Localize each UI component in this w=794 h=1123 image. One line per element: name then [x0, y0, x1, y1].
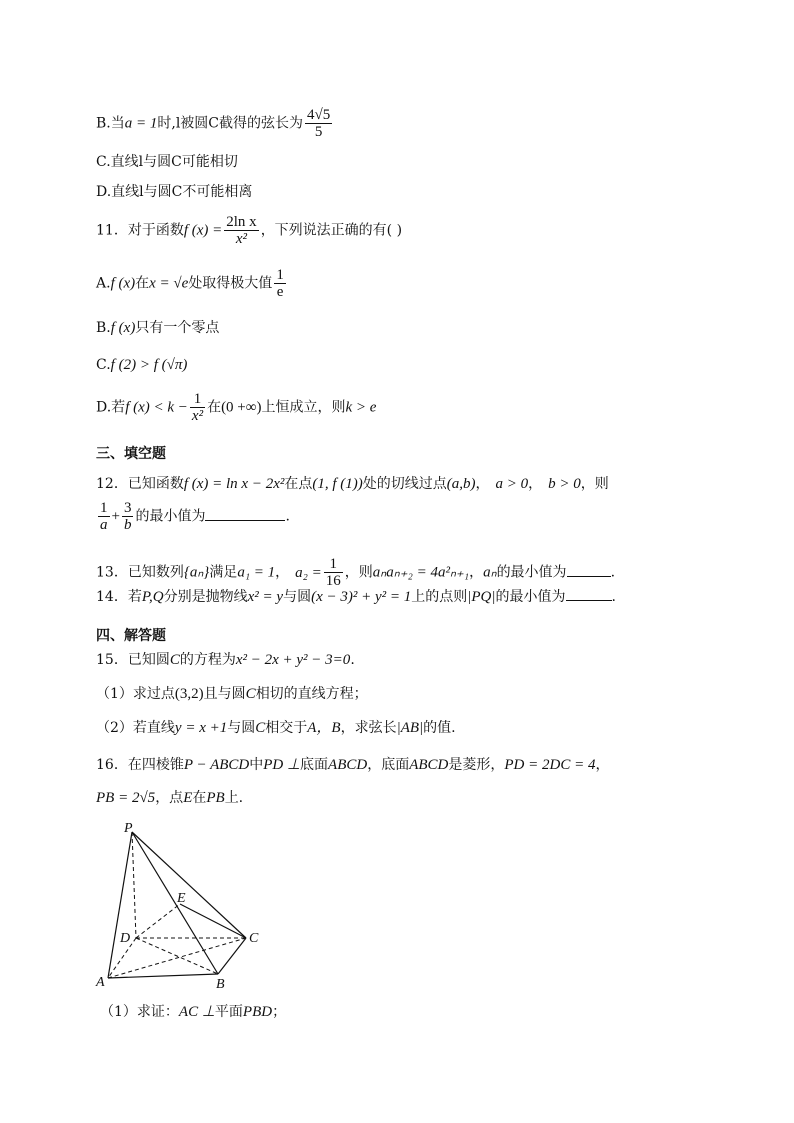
q11-option-c [96, 356, 187, 374]
q12-f1d: a [100, 517, 108, 533]
q10-b-mid: 时,l被圆C截得的弦长为 [157, 115, 304, 132]
q13-fraction [324, 556, 343, 589]
q11-num: 2ln x [226, 214, 257, 230]
q12-end: . [285, 508, 290, 525]
q10-option-d: D.直线l与圆C不可能相离 [96, 184, 253, 200]
q12-line1 [96, 475, 609, 493]
q16-p1-mid: 平面 [214, 1004, 243, 1020]
q11-d-res: k > e [345, 399, 377, 416]
q15-prefix: 15．已知圆 [96, 652, 170, 668]
q13-c1: ， [275, 564, 290, 581]
q14-prefix: 14．若 [96, 589, 142, 605]
q11-suffix: ，下列说法正确的有( ) [260, 222, 403, 239]
q14-abs: |PQ| [467, 589, 496, 605]
segment-ec [180, 904, 246, 938]
q10-option-b [96, 107, 334, 140]
q11-option-a [96, 267, 288, 300]
q13-seq: {aₙ} [183, 564, 210, 581]
q10-b-eq: a = 1 [124, 115, 158, 132]
q16-eq1: PD = 2DC = 4 [504, 757, 596, 773]
q14-end: . [611, 589, 616, 605]
q16-mid2: 底面 [300, 757, 329, 773]
q13-a2: a₂ = [295, 564, 322, 581]
q10-b-fraction [305, 107, 332, 140]
q11-a-x: x = √e [149, 275, 189, 292]
q13-mid2: ，则 [344, 564, 373, 581]
q12-c2: ， [528, 476, 543, 492]
label-a: A [96, 975, 105, 990]
q16-abcd2: ABCD [409, 757, 449, 773]
q11-a-prefix: A. [96, 275, 111, 292]
q12-fraction-2 [122, 500, 134, 533]
q11-prefix: 11．对于函数 [96, 222, 184, 239]
q13-mid1: 满足 [209, 564, 238, 581]
label-e: E [177, 891, 186, 906]
q15-p2-ab: A，B [307, 720, 341, 736]
label-b: B [216, 977, 225, 992]
q12-fx: f (x) = ln x − 2x² [183, 476, 285, 492]
edge-ab [108, 974, 218, 978]
q11-d-mid: 在 [207, 399, 222, 416]
section-title-fill-blank: 三、填空题 [96, 446, 166, 462]
q15-p1-mid: 且与圆 [203, 686, 246, 702]
edge-pd [132, 832, 136, 938]
q12-f2d: b [123, 517, 132, 533]
q16-abcd: ABCD [328, 757, 368, 773]
q12-suffix: 的最小值为 [135, 508, 206, 525]
q16-e: E [183, 790, 193, 806]
label-c: C [249, 931, 259, 946]
q14-line [96, 586, 616, 606]
q16-c1: ， [595, 757, 610, 773]
q13-suffix: 的最小值为 [496, 564, 567, 581]
q15-part2 [96, 719, 456, 737]
q12-pt: (1, f (1)) [312, 476, 363, 492]
q16-stem-line2 [96, 789, 243, 807]
q12-mid2: 处的切线过点 [362, 476, 447, 492]
diag-db [136, 938, 218, 974]
q11-f-expr: f (x) = [183, 222, 223, 239]
q11-a-num: 1 [276, 267, 284, 283]
q16-eq2: PB = 2√5 [96, 790, 156, 806]
pyramid-figure [90, 818, 280, 998]
q11-den: x² [235, 231, 248, 247]
q15-part1 [96, 685, 368, 703]
q15-p2-mid: 与圆 [227, 720, 256, 736]
q11-b-text: 只有一个零点 [135, 320, 220, 336]
q11-a-f: f (x) [110, 275, 136, 292]
q12-f1n: 1 [100, 500, 108, 516]
q14-parab: x² = y [247, 589, 284, 605]
q16-p1-prefix: （1）求证： [100, 1004, 179, 1020]
q11-d-expr: f (x) < k − [125, 399, 188, 416]
q11-a-fraction [274, 267, 286, 300]
section-title-solutions: 四、解答题 [96, 628, 166, 644]
q15-p2-c: C [255, 720, 266, 736]
q11-d-den: x² [191, 408, 204, 424]
q16-mid3: ，底面 [367, 757, 410, 773]
q11-stem [96, 214, 402, 247]
label-d: D [120, 931, 131, 946]
q13-answer-blank[interactable] [567, 562, 611, 577]
q11-c-prefix: C. [96, 357, 111, 373]
q16-mid4: 是菱形， [448, 757, 505, 773]
q14-mid1: 分别是抛物线 [163, 589, 248, 605]
q13-a2n: 1 [324, 556, 343, 573]
q16-p1-end: ； [272, 1004, 287, 1020]
q13-an: aₙ [483, 564, 497, 581]
q14-circle: (x − 3)² + y² = 1 [311, 589, 412, 605]
q13-rec: aₙaₙ₊₂ = 4a²ₙ₊₁ [372, 564, 470, 581]
q14-mid3: 上的点则 [411, 589, 468, 605]
q12-cond2: b > 0 [548, 476, 581, 492]
q11-b-f: f (x) [110, 320, 136, 336]
q15-p2-line: y = x +1 [174, 720, 228, 736]
q15-eq: x² − 2x + y² − 3=0 [235, 652, 351, 668]
edge-pc [132, 832, 246, 938]
q14-answer-blank[interactable] [566, 586, 612, 601]
q12-line2 [96, 500, 290, 533]
q11-b-prefix: B. [96, 320, 111, 336]
q12-fraction-1 [98, 500, 110, 533]
q12-c3: ，则 [580, 476, 609, 492]
q11-d-prefix: D.若 [96, 399, 126, 416]
q12-c1: ， [475, 476, 490, 492]
q14-suffix: 的最小值为 [495, 589, 566, 605]
q16-prefix: 16．在四棱锥 [96, 757, 184, 773]
q16-pb: PB [206, 790, 225, 806]
q16-p1-plane: PBD [242, 1004, 273, 1020]
q12-plus: + [111, 508, 120, 525]
edge-pb [132, 832, 218, 974]
q11-d-fraction [190, 391, 205, 424]
q15-p1-suffix: 相切的直线方程； [255, 686, 368, 702]
q11-d-mid2: 上恒成立，则 [261, 399, 346, 416]
q12-prefix: 12．已知函数 [96, 476, 184, 492]
q15-p1-prefix: （1）求过点 [96, 686, 175, 702]
q11-a-den: e [276, 284, 284, 300]
q11-a-mid1: 在 [135, 275, 150, 292]
q16-pyr: P − ABCD [183, 757, 250, 773]
q11-a-mid2: 处取得极大值 [188, 275, 273, 292]
q12-mid1: 在点 [284, 476, 313, 492]
q12-answer-blank[interactable] [205, 506, 285, 521]
q13-mid3: ， [469, 564, 484, 581]
q13-a2d: 16 [325, 573, 341, 589]
q15-p1-c: C [245, 686, 256, 702]
q16-mid6: 在 [192, 790, 207, 806]
q13-a1: a₁ = 1 [237, 564, 276, 581]
q14-mid2: 与圆 [283, 589, 312, 605]
q11-d-interval: (0 +∞) [221, 399, 262, 416]
q15-stem [96, 651, 355, 669]
q15-p2-abs: |AB| [396, 720, 424, 736]
q10-b-prefix: B.当 [96, 115, 125, 132]
q16-mid5: ，点 [155, 790, 184, 806]
q11-option-d [96, 391, 376, 424]
edge-bc [218, 938, 246, 974]
q16-p1-expr: AC ⊥ [178, 1004, 215, 1020]
q15-p2-suffix: 的值. [423, 720, 456, 736]
q15-p2-prefix: （2）若直线 [96, 720, 175, 736]
q13-prefix: 13．已知数列 [96, 564, 184, 581]
q10-option-c: C.直线l与圆C可能相切 [96, 154, 238, 170]
q14-pq: P,Q [141, 589, 164, 605]
q10-b-num: 4√5 [307, 107, 331, 123]
q11-fraction [224, 214, 258, 247]
label-p: P [124, 821, 133, 836]
q16-perp: PD ⊥ [263, 757, 301, 773]
q15-p2-mid2: 相交于 [265, 720, 308, 736]
edge-pa [108, 832, 132, 978]
q16-part1 [100, 1003, 286, 1021]
q11-c-expr: f (2) > f (√π) [110, 357, 188, 373]
q12-pt2: (a,b) [446, 476, 476, 492]
q15-p1-pt: (3,2) [174, 686, 204, 702]
q15-c: C [169, 652, 180, 668]
q13-line [96, 556, 615, 589]
q12-cond1: a > 0 [495, 476, 529, 492]
q16-stem-line1 [96, 756, 609, 774]
q11-d-num: 1 [190, 391, 205, 408]
q15-p2-mid3: ，求弦长 [340, 720, 397, 736]
q15-mid: 的方程为 [179, 652, 236, 668]
q16-mid1: 中 [249, 757, 264, 773]
q10-b-den: 5 [314, 124, 323, 140]
q15-end: . [350, 652, 355, 668]
q13-end: . [610, 564, 616, 581]
q11-option-b [96, 319, 219, 337]
q16-end: 上. [224, 790, 244, 806]
q12-f2n: 3 [123, 500, 132, 516]
segment-de [136, 904, 180, 938]
